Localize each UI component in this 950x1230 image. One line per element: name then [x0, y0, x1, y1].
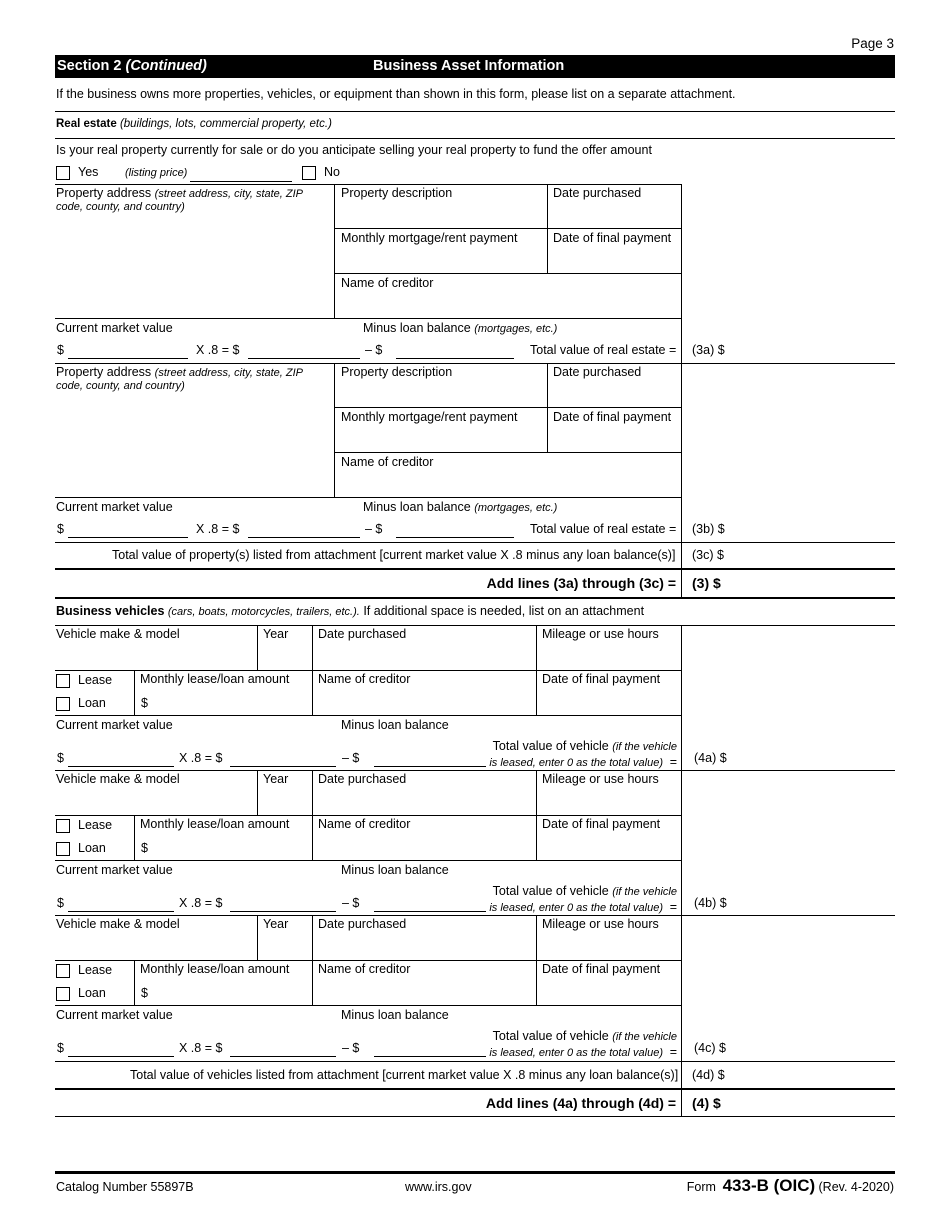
property1-creditor-label: Name of creditor [341, 276, 434, 290]
vehicle3-monthly-dollar: $ [141, 986, 148, 1000]
vehicle2-loan-checkbox[interactable] [56, 842, 70, 856]
property1-address-label: Property address (street address, city, state, ZIP [56, 186, 304, 200]
vehicle3-creditor-label: Name of creditor [318, 962, 411, 976]
vehicle1-make-label: Vehicle make & model [56, 627, 180, 641]
vehicle3-lease-label: Lease [78, 963, 113, 977]
property2-x8-field[interactable] [248, 537, 360, 538]
vehicle3-monthly-label: Monthly lease/loan amount [140, 962, 290, 976]
vehicles-heading: Business vehicles (cars, boats, motorcycles, trailers, etc.). If additional space is needed, list on an attachment [56, 604, 645, 618]
property1-loan-field[interactable] [396, 358, 514, 359]
irs-website: www.irs.gov [405, 1180, 472, 1194]
vehicle3-cmv-field[interactable] [68, 1056, 174, 1057]
real-estate-heading: Real estate (buildings, lots, commercial property, etc.) [56, 118, 332, 130]
vehicle1-minus: – $ [342, 751, 360, 765]
property1-minus: – $ [365, 343, 383, 357]
line-3c: (3c) $ [692, 548, 724, 562]
property2-date-purchased-label: Date purchased [553, 365, 642, 379]
vehicle1-x8: X .8 = $ [179, 751, 223, 765]
property1-cmv-label: Current market value [56, 321, 173, 335]
vehicle3-total-note: is leased, enter 0 as the total value) = [489, 1045, 677, 1059]
vehicle2-final-payment-label: Date of final payment [542, 817, 661, 831]
form-number: Form 433-B (OIC) (Rev. 4-2020) [686, 1176, 894, 1195]
line-4d: (4d) $ [692, 1068, 725, 1082]
yes-checkbox[interactable] [56, 166, 70, 180]
vehicle1-cmv-label: Current market value [56, 718, 173, 732]
vehicle2-mileage-label: Mileage or use hours [542, 772, 659, 786]
property2-total-label: Total value of real estate = [530, 522, 677, 536]
vehicle2-lease-label: Lease [78, 818, 113, 832]
vehicle2-year-label: Year [263, 772, 289, 786]
property2-creditor-label: Name of creditor [341, 455, 434, 469]
line-4b: (4b) $ [694, 896, 727, 910]
vehicle2-date-purchased-label: Date purchased [318, 772, 407, 786]
vehicle1-year-label: Year [263, 627, 289, 641]
vehicle3-minus-loan-label: Minus loan balance [341, 1008, 449, 1022]
vehicle1-lease-checkbox[interactable] [56, 674, 70, 688]
vehicle2-lease-checkbox[interactable] [56, 819, 70, 833]
vehicle1-loan-field[interactable] [374, 766, 486, 767]
no-checkbox[interactable] [302, 166, 316, 180]
vehicle3-year-label: Year [263, 917, 289, 931]
vehicle3-final-payment-label: Date of final payment [542, 962, 661, 976]
property2-mortgage-label: Monthly mortgage/rent payment [341, 410, 518, 424]
property2-cmv-label: Current market value [56, 500, 173, 514]
property2-loan-field[interactable] [396, 537, 514, 538]
line-4a: (4a) $ [694, 751, 727, 765]
property1-minus-loan-label: Minus loan balance (mortgages, etc.) [363, 321, 558, 335]
section-title: Business Asset Information [373, 58, 565, 74]
vehicle3-x8: X .8 = $ [179, 1041, 223, 1055]
vehicle3-x8-field[interactable] [230, 1056, 336, 1057]
vehicle3-loan-checkbox[interactable] [56, 987, 70, 1001]
vehicle2-loan-field[interactable] [374, 911, 486, 912]
property-attachment-text: Total value of property(s) listed from attachment [current market value X .8 minus any loan balance(s)] [112, 548, 676, 562]
property2-final-payment-label: Date of final payment [553, 410, 672, 424]
property1-final-payment-label: Date of final payment [553, 231, 672, 245]
vehicle1-creditor-label: Name of creditor [318, 672, 411, 686]
vehicle1-date-purchased-label: Date purchased [318, 627, 407, 641]
vehicle2-x8: X .8 = $ [179, 896, 223, 910]
vehicle3-mileage-label: Mileage or use hours [542, 917, 659, 931]
footer-rule [55, 1171, 895, 1174]
vehicle1-x8-field[interactable] [230, 766, 336, 767]
line-4c: (4c) $ [694, 1041, 726, 1055]
vehicle1-monthly-label: Monthly lease/loan amount [140, 672, 290, 686]
property2-cmv-field[interactable] [68, 537, 188, 538]
vehicle-attachment-text: Total value of vehicles listed from attachment [current market value X .8 minus any loan balance(s)] [130, 1068, 679, 1082]
vehicle3-loan-label: Loan [78, 986, 106, 1000]
add-lines-3-label: Add lines (3a) through (3c) = [486, 575, 676, 591]
vehicle1-total-note: is leased, enter 0 as the total value) = [489, 755, 677, 769]
vehicle2-creditor-label: Name of creditor [318, 817, 411, 831]
vehicle1-loan-label: Loan [78, 696, 106, 710]
property2-x8: X .8 = $ [196, 522, 240, 536]
vehicle3-cmv-label: Current market value [56, 1008, 173, 1022]
property2-description-label: Property description [341, 365, 453, 379]
line-4: (4) $ [692, 1095, 721, 1111]
property1-dollar: $ [57, 343, 64, 357]
no-label: No [324, 165, 340, 179]
vehicle1-dollar: $ [57, 751, 64, 765]
vehicle1-final-payment-label: Date of final payment [542, 672, 661, 686]
property2-address-note: code, county, and country) [56, 380, 185, 392]
section-label: Section 2 (Continued) [57, 58, 207, 74]
vehicle2-monthly-label: Monthly lease/loan amount [140, 817, 290, 831]
listing-price-field[interactable] [190, 181, 292, 182]
vehicle2-total-note: is leased, enter 0 as the total value) = [489, 900, 677, 914]
property1-mortgage-label: Monthly mortgage/rent payment [341, 231, 518, 245]
vehicle1-mileage-label: Mileage or use hours [542, 627, 659, 641]
vehicle3-total-label: Total value of vehicle (if the vehicle [492, 1029, 677, 1043]
property1-x8-field[interactable] [248, 358, 360, 359]
vehicle2-loan-label: Loan [78, 841, 106, 855]
vehicle2-x8-field[interactable] [230, 911, 336, 912]
vehicle3-make-label: Vehicle make & model [56, 917, 180, 931]
property1-x8: X .8 = $ [196, 343, 240, 357]
vehicle2-cmv-label: Current market value [56, 863, 173, 877]
vehicle1-minus-loan-label: Minus loan balance [341, 718, 449, 732]
property1-total-label: Total value of real estate = [530, 343, 677, 357]
add-lines-4-label: Add lines (4a) through (4d) = [485, 1095, 676, 1111]
property1-cmv-field[interactable] [68, 358, 188, 359]
vehicle3-date-purchased-label: Date purchased [318, 917, 407, 931]
page-number: Page 3 [851, 36, 894, 51]
property2-minus-loan-label: Minus loan balance (mortgages, etc.) [363, 500, 558, 514]
catalog-number: Catalog Number 55897B [56, 1180, 194, 1194]
sale-question: Is your real property currently for sale or do you anticipate selling your real property to fund the offer amount [56, 143, 652, 157]
vehicle1-loan-checkbox[interactable] [56, 697, 70, 711]
vehicle2-dollar: $ [57, 896, 64, 910]
vehicle3-loan-field[interactable] [374, 1056, 486, 1057]
property2-address-label: Property address (street address, city, state, ZIP [56, 365, 304, 379]
vehicle2-total-label: Total value of vehicle (if the vehicle [492, 884, 677, 898]
vehicle2-minus: – $ [342, 896, 360, 910]
intro-text: If the business owns more properties, vehicles, or equipment than shown in this form, please list on a separate attachment. [56, 87, 736, 101]
property1-description-label: Property description [341, 186, 453, 200]
vehicle1-cmv-field[interactable] [68, 766, 174, 767]
vehicle3-dollar: $ [57, 1041, 64, 1055]
vehicle2-minus-loan-label: Minus loan balance [341, 863, 449, 877]
vehicle2-cmv-field[interactable] [68, 911, 174, 912]
property2-minus: – $ [365, 522, 383, 536]
line-3b: (3b) $ [692, 522, 725, 536]
line-3a: (3a) $ [692, 343, 725, 357]
vehicle3-minus: – $ [342, 1041, 360, 1055]
vehicle1-total-label: Total value of vehicle (if the vehicle [492, 739, 677, 753]
property1-address-note: code, county, and country) [56, 201, 185, 213]
line-3: (3) $ [692, 575, 721, 591]
property1-date-purchased-label: Date purchased [553, 186, 642, 200]
vehicle3-lease-checkbox[interactable] [56, 964, 70, 978]
vehicle2-make-label: Vehicle make & model [56, 772, 180, 786]
yes-label: Yes [78, 165, 99, 179]
vehicle2-monthly-dollar: $ [141, 841, 148, 855]
property2-dollar: $ [57, 522, 64, 536]
listing-price-label: (listing price) [125, 167, 188, 179]
vehicle1-lease-label: Lease [78, 673, 113, 687]
vehicle1-monthly-dollar: $ [141, 696, 148, 710]
